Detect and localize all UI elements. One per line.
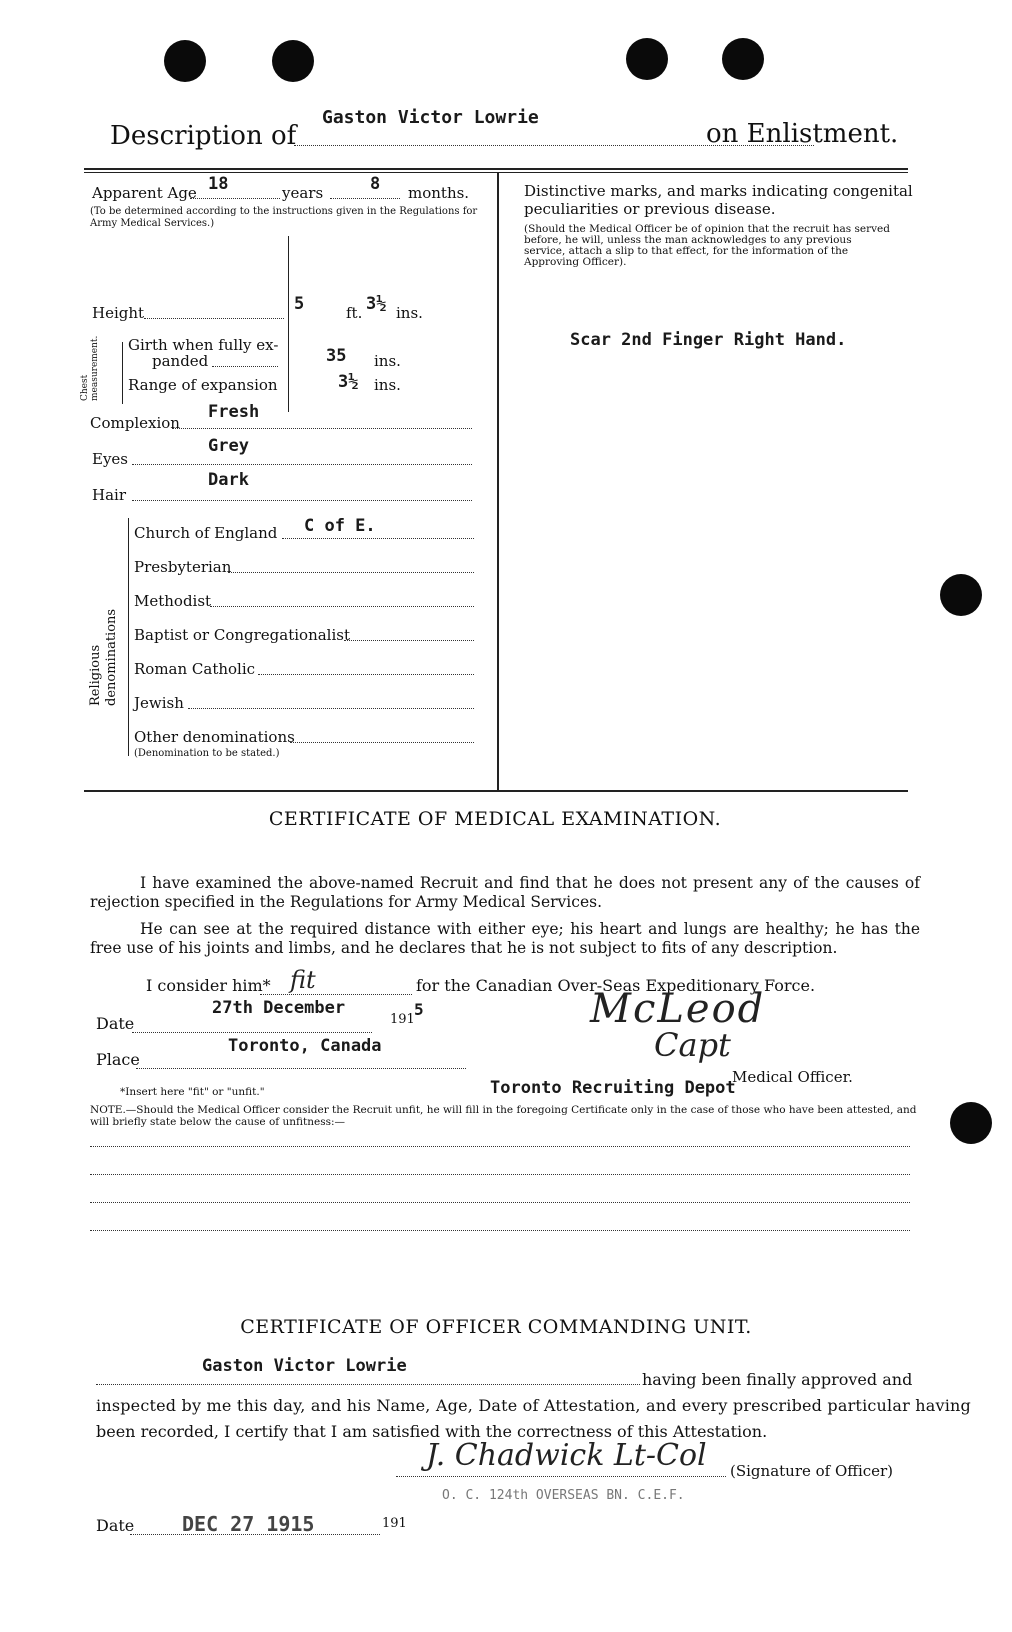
complexion-label: Complexion — [90, 414, 180, 432]
religion-row — [134, 726, 474, 760]
age-years-value: 18 — [208, 174, 229, 194]
punch-hole — [164, 40, 206, 82]
eyes-label: Eyes — [92, 450, 128, 468]
range-unit: ins. — [374, 376, 401, 394]
range-value: 3½ — [338, 372, 359, 392]
range-label: Range of expansion — [128, 376, 278, 394]
punch-hole — [626, 38, 668, 80]
description-panel — [80, 174, 490, 788]
religion-row — [134, 590, 474, 620]
medical-para-1: I have examined the above-named Recruit and find that he does not present any of the causes of rejection specified in the Regulations for Army Medical Services. — [90, 874, 920, 911]
force-label: for the Canadian Over-Seas Expeditionary Force. — [416, 976, 816, 995]
age-note: (To be determined according to the instructions given in the Regulations for Army Medical Services.) — [90, 206, 478, 229]
medical-signature-rank: Capt — [654, 1026, 731, 1064]
marks-heading-2: peculiarities or previous disease. — [524, 200, 776, 218]
hair-label: Hair — [92, 486, 126, 504]
ft-label: ft. — [346, 304, 363, 322]
complexion-value: Fresh — [208, 402, 260, 422]
religion-jewish-label: Jewish — [134, 694, 184, 712]
religion-baptist-label: Baptist or Congregationalist — [134, 626, 350, 644]
punch-hole — [940, 574, 982, 616]
girth-label-2: panded — [152, 352, 209, 370]
medical-signature: McLeod — [590, 986, 766, 1032]
punch-hole — [272, 40, 314, 82]
consider-label: I consider him* — [146, 976, 271, 995]
girth-value: 35 — [326, 346, 347, 366]
place-label: Place — [96, 1050, 140, 1069]
height-ft-value: 5 — [294, 294, 305, 314]
marks-panel — [504, 178, 913, 778]
medical-certificate — [90, 800, 920, 1240]
medical-title: CERTIFICATE OF MEDICAL EXAMINATION. — [268, 808, 722, 830]
commanding-text-1: having been finally approved and — [642, 1370, 913, 1389]
commanding-year-prefix: 191 — [382, 1516, 407, 1531]
hair-value: Dark — [208, 470, 249, 490]
religion-row — [134, 624, 474, 654]
medical-para-2: He can see at the required distance with either eye; his heart and lungs are healthy; he has the free use of his joints and limbs, and he declares that he is not subject to fits of any description. — [90, 920, 920, 957]
medical-date-label: Date — [96, 1014, 135, 1033]
recruit-name: Gaston Victor Lowrie — [322, 107, 539, 128]
medical-officer-label: Medical Officer. — [732, 1068, 853, 1086]
marks-value: Scar 2nd Finger Right Hand. — [570, 330, 847, 350]
religion-label: Religious denominations — [88, 608, 119, 706]
eyes-value: Grey — [208, 436, 249, 456]
header-suffix: on Enlistment. — [706, 119, 899, 149]
religion-presbyterian-label: Presbyterian — [134, 558, 232, 576]
height-ins-value: 3½ — [366, 294, 387, 314]
form-header — [110, 107, 910, 155]
medical-year-prefix: 191 — [390, 1012, 415, 1027]
height-label: Height — [92, 304, 145, 322]
place-value: Toronto, Canada — [228, 1036, 382, 1056]
religion-other-label: Other denominations — [134, 728, 295, 746]
girth-label-1: Girth when fully ex- — [128, 336, 279, 354]
commanding-date-value: DEC 27 1915 — [182, 1512, 315, 1536]
commanding-date-label: Date — [96, 1516, 135, 1535]
religion-church-value: C of E. — [304, 516, 376, 536]
commanding-signature-label: (Signature of Officer) — [730, 1462, 894, 1480]
medical-year-suffix: 5 — [414, 1000, 424, 1019]
depot-value: Toronto Recruiting Depot — [490, 1078, 736, 1098]
religion-catholic-label: Roman Catholic — [134, 660, 256, 678]
marks-note: (Should the Medical Officer be of opinion that the recruit has served before, he will, unless the man acknowledges to any previous service, attach a slip to that effect, for the information of the Approving Officer). — [524, 223, 890, 268]
religion-row — [134, 556, 474, 586]
years-label: years — [282, 184, 324, 202]
religion-row — [134, 692, 474, 722]
girth-unit: ins. — [374, 352, 401, 370]
denomination-note: (Denomination to be stated.) — [134, 748, 280, 759]
consider-value: fit — [290, 966, 316, 994]
religion-row — [134, 658, 474, 688]
marks-heading-1: Distinctive marks, and marks indicating congenital — [524, 182, 913, 200]
religion-methodist-label: Methodist — [134, 592, 212, 610]
religion-church-label: Church of England — [134, 524, 278, 542]
commanding-stamp: O. C. 124th OVERSEAS BN. C.E.F. — [442, 1488, 685, 1503]
commanding-certificate — [96, 1316, 971, 1616]
commanding-text-2: inspected by me this day, and his Name, Age, Date of Attestation, and every prescribed particular having — [96, 1396, 971, 1415]
commanding-text-3: been recorded, I certify that I am satisfied with the correctness of this Attestation. — [96, 1422, 768, 1441]
header-prefix: Description of — [110, 121, 297, 151]
punch-hole — [950, 1102, 992, 1144]
apparent-age-label: Apparent Age — [92, 184, 197, 202]
commanding-title: CERTIFICATE OF OFFICER COMMANDING UNIT. — [240, 1316, 752, 1338]
months-label: months. — [408, 184, 470, 202]
ins-label: ins. — [396, 304, 423, 322]
commanding-name: Gaston Victor Lowrie — [202, 1356, 407, 1376]
age-months-value: 8 — [370, 174, 381, 194]
medical-date-value: 27th December — [212, 998, 346, 1018]
unfit-note: NOTE.—Should the Medical Officer consider the Recruit unfit, he will fill in the foregoing Certificate only in the case of those who have been attested, and will briefly state below the cause of unfitness:— — [90, 1104, 917, 1128]
commanding-signature: J. Chadwick Lt-Col — [426, 1438, 707, 1473]
insert-note: *Insert here "fit" or "unfit." — [120, 1086, 265, 1098]
punch-hole — [722, 38, 764, 80]
religion-row — [134, 516, 474, 552]
chest-label: Chest measurement. — [80, 335, 100, 401]
